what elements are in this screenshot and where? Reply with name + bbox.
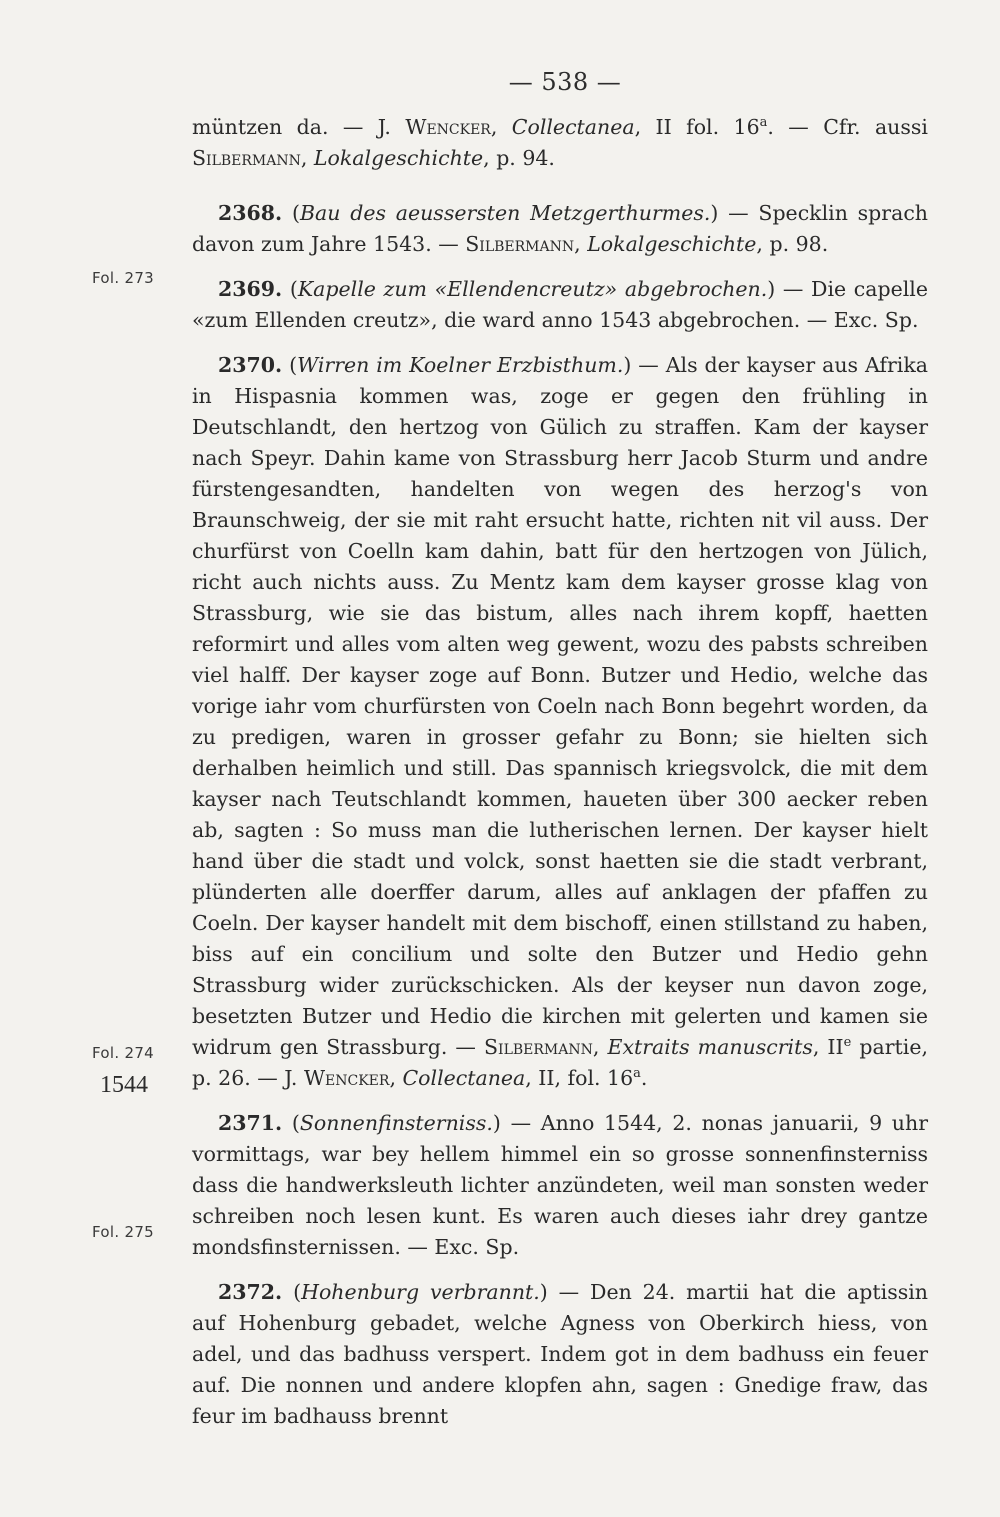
entry-number: 2372. <box>218 1280 283 1304</box>
text-run: ( <box>282 1280 302 1304</box>
entry-2369 <box>192 274 928 336</box>
entry-title: Wirren im Koelner Erzbisthum. <box>297 353 624 377</box>
main-text <box>192 112 928 1446</box>
text-run: müntzen da. — J. <box>192 115 406 139</box>
margin-year-1544: 1544 <box>100 1072 148 1098</box>
entry-2371 <box>192 1108 928 1263</box>
entry-number: 2371. <box>218 1111 283 1135</box>
text-run: ( <box>282 1111 300 1135</box>
superscript: a <box>633 1066 641 1082</box>
entry-2368 <box>192 198 928 260</box>
text-run: , II <box>812 1035 844 1059</box>
author-name: Silbermann <box>465 232 575 256</box>
entry-number: 2368. <box>218 201 283 225</box>
margin-folio-275: Fol. 275 <box>92 1223 155 1241</box>
text-run: ( <box>282 353 298 377</box>
text-run: , <box>389 1066 403 1090</box>
source-title: Collectanea <box>511 115 635 139</box>
entry-title: Bau des aeussersten Metzgerthurmes. <box>299 201 711 225</box>
text-run: , II, fol. 16 <box>525 1066 634 1090</box>
entry-number: 2370. <box>218 353 283 377</box>
text-run: , <box>592 1035 608 1059</box>
superscript: a <box>759 115 768 131</box>
entry-number: 2369. <box>218 277 283 301</box>
text-run: ) — Den 24. martii hat die aptissin auf Hohenburg gebadet, welche Agness von Oberkirch hiess, von adel, und das badhuss verspert. Indem got in dem badhuss ein feuer auf. Die nonnen und andere klopfen ahn, sagen : Gnedige fraw, das feur im badhauss brennt <box>192 1280 928 1428</box>
entry-2372 <box>192 1277 928 1432</box>
margin-folio-273: Fol. 273 <box>92 269 155 287</box>
text-run: , p. 98. <box>756 232 829 256</box>
source-title: Collectanea <box>402 1066 526 1090</box>
text-run: ) — Specklin sprach davon zum Jahre 1543. — <box>192 201 929 256</box>
text-run: ( <box>282 201 300 225</box>
entry-title: Hohenburg verbrannt. <box>301 1280 540 1304</box>
text-run: , <box>490 115 512 139</box>
margin-folio-274: Fol. 274 <box>92 1044 155 1062</box>
author-name: Silbermann <box>484 1035 593 1059</box>
text-run: . — Cfr. aussi <box>767 115 928 139</box>
entry-title: Sonnenfinsterniss. <box>299 1111 493 1135</box>
text-run: ) — Die capelle «zum Ellenden creutz», die ward anno 1543 abgebrochen. — Exc. Sp. <box>192 277 928 332</box>
text-run: , II fol. 16 <box>634 115 760 139</box>
paragraph-continuation <box>192 112 928 174</box>
entry-2370 <box>192 350 928 1094</box>
author-name: Silbermann <box>192 146 301 170</box>
source-title: Lokalgeschichte <box>587 232 757 256</box>
source-title: Extraits manuscrits <box>607 1035 813 1059</box>
text-run: ( <box>282 277 298 301</box>
author-name: Wencker <box>303 1066 390 1090</box>
superscript: e <box>843 1035 852 1051</box>
text-run: , <box>574 232 588 256</box>
text-run: , p. 94. <box>483 146 555 170</box>
author-name: Wencker <box>405 115 491 139</box>
entry-title: Kapelle zum «Ellendencreutz» abgebrochen. <box>297 277 768 301</box>
text-run: partie, p. 26. — J. <box>192 1035 928 1090</box>
text-run: ) — Anno 1544, 2. nonas januarii, 9 uhr vormittags, war bey hellem himmel ein so grosse sonnenfinsterniss dass die handwerksleuth lichter anzündeten, weil man sonsten weder schreiben noch lesen kunt. Es waren auch dieses iahr drey gantze mondsfinsternissen. — Exc. Sp. <box>192 1111 928 1259</box>
text-run: ) — Als der kayser aus Afrika in Hispasnia kommen was, zoge er gegen den frühling in Deutschlandt, den hertzog von Gülich zu straffen. Kam der kayser nach Speyr. Dahin kame von Strassburg herr Jacob Sturm und andre fürstengesandten, handelten von wegen des herzog's von Braunschweig, der sie mit raht ersucht hatte, richten nit vil auss. Der churfürst von Coelln kam dahin, batt für den hertzogen von Jülich, richt auch nichts auss. Zu Mentz kam dem kayser grosse klag von Strassburg, wie sie das bistum, alles nach ihrem kopff, haetten reformirt und alles vom alten weg gewent, wozu des pabsts schreiben viel halff. Der kayser zoge auf Bonn. Butzer und Hedio, welche das vorige iahr vom churfürsten von Coeln nach Bonn begehrt worden, da zu predigen, waren in grosser gefahr zu Bonn; sie hielten sich derhalben heimlich und still. Das spannisch kriegsvolck, die mit dem kayser nach Teutschlandt kommen, haueten über 300 aecker reben ab, sagten : So muss man die lutherischen lernen. Der kayser hielt hand über die stadt und volck, sonst haetten sie die stadt verbrant, plünderten alle doerffer darum, alles auf anklagen der pfaffen zu Coeln. Der kayser handelt mit dem bischoff, einen stillstand zu haben, biss auf ein concilium und solte den Butzer und Hedio gehn Strassburg wider zurückschicken. Als der keyser nun davon zoge, besetzten Butzer und Hedio die kirchen mit gelerten und kamen sie widrum gen Strassburg. — <box>192 353 929 1059</box>
source-title: Lokalgeschichte <box>313 146 484 170</box>
page-number: — 538 — <box>508 68 622 96</box>
text-run: . <box>640 1066 648 1090</box>
text-run: , <box>300 146 314 170</box>
